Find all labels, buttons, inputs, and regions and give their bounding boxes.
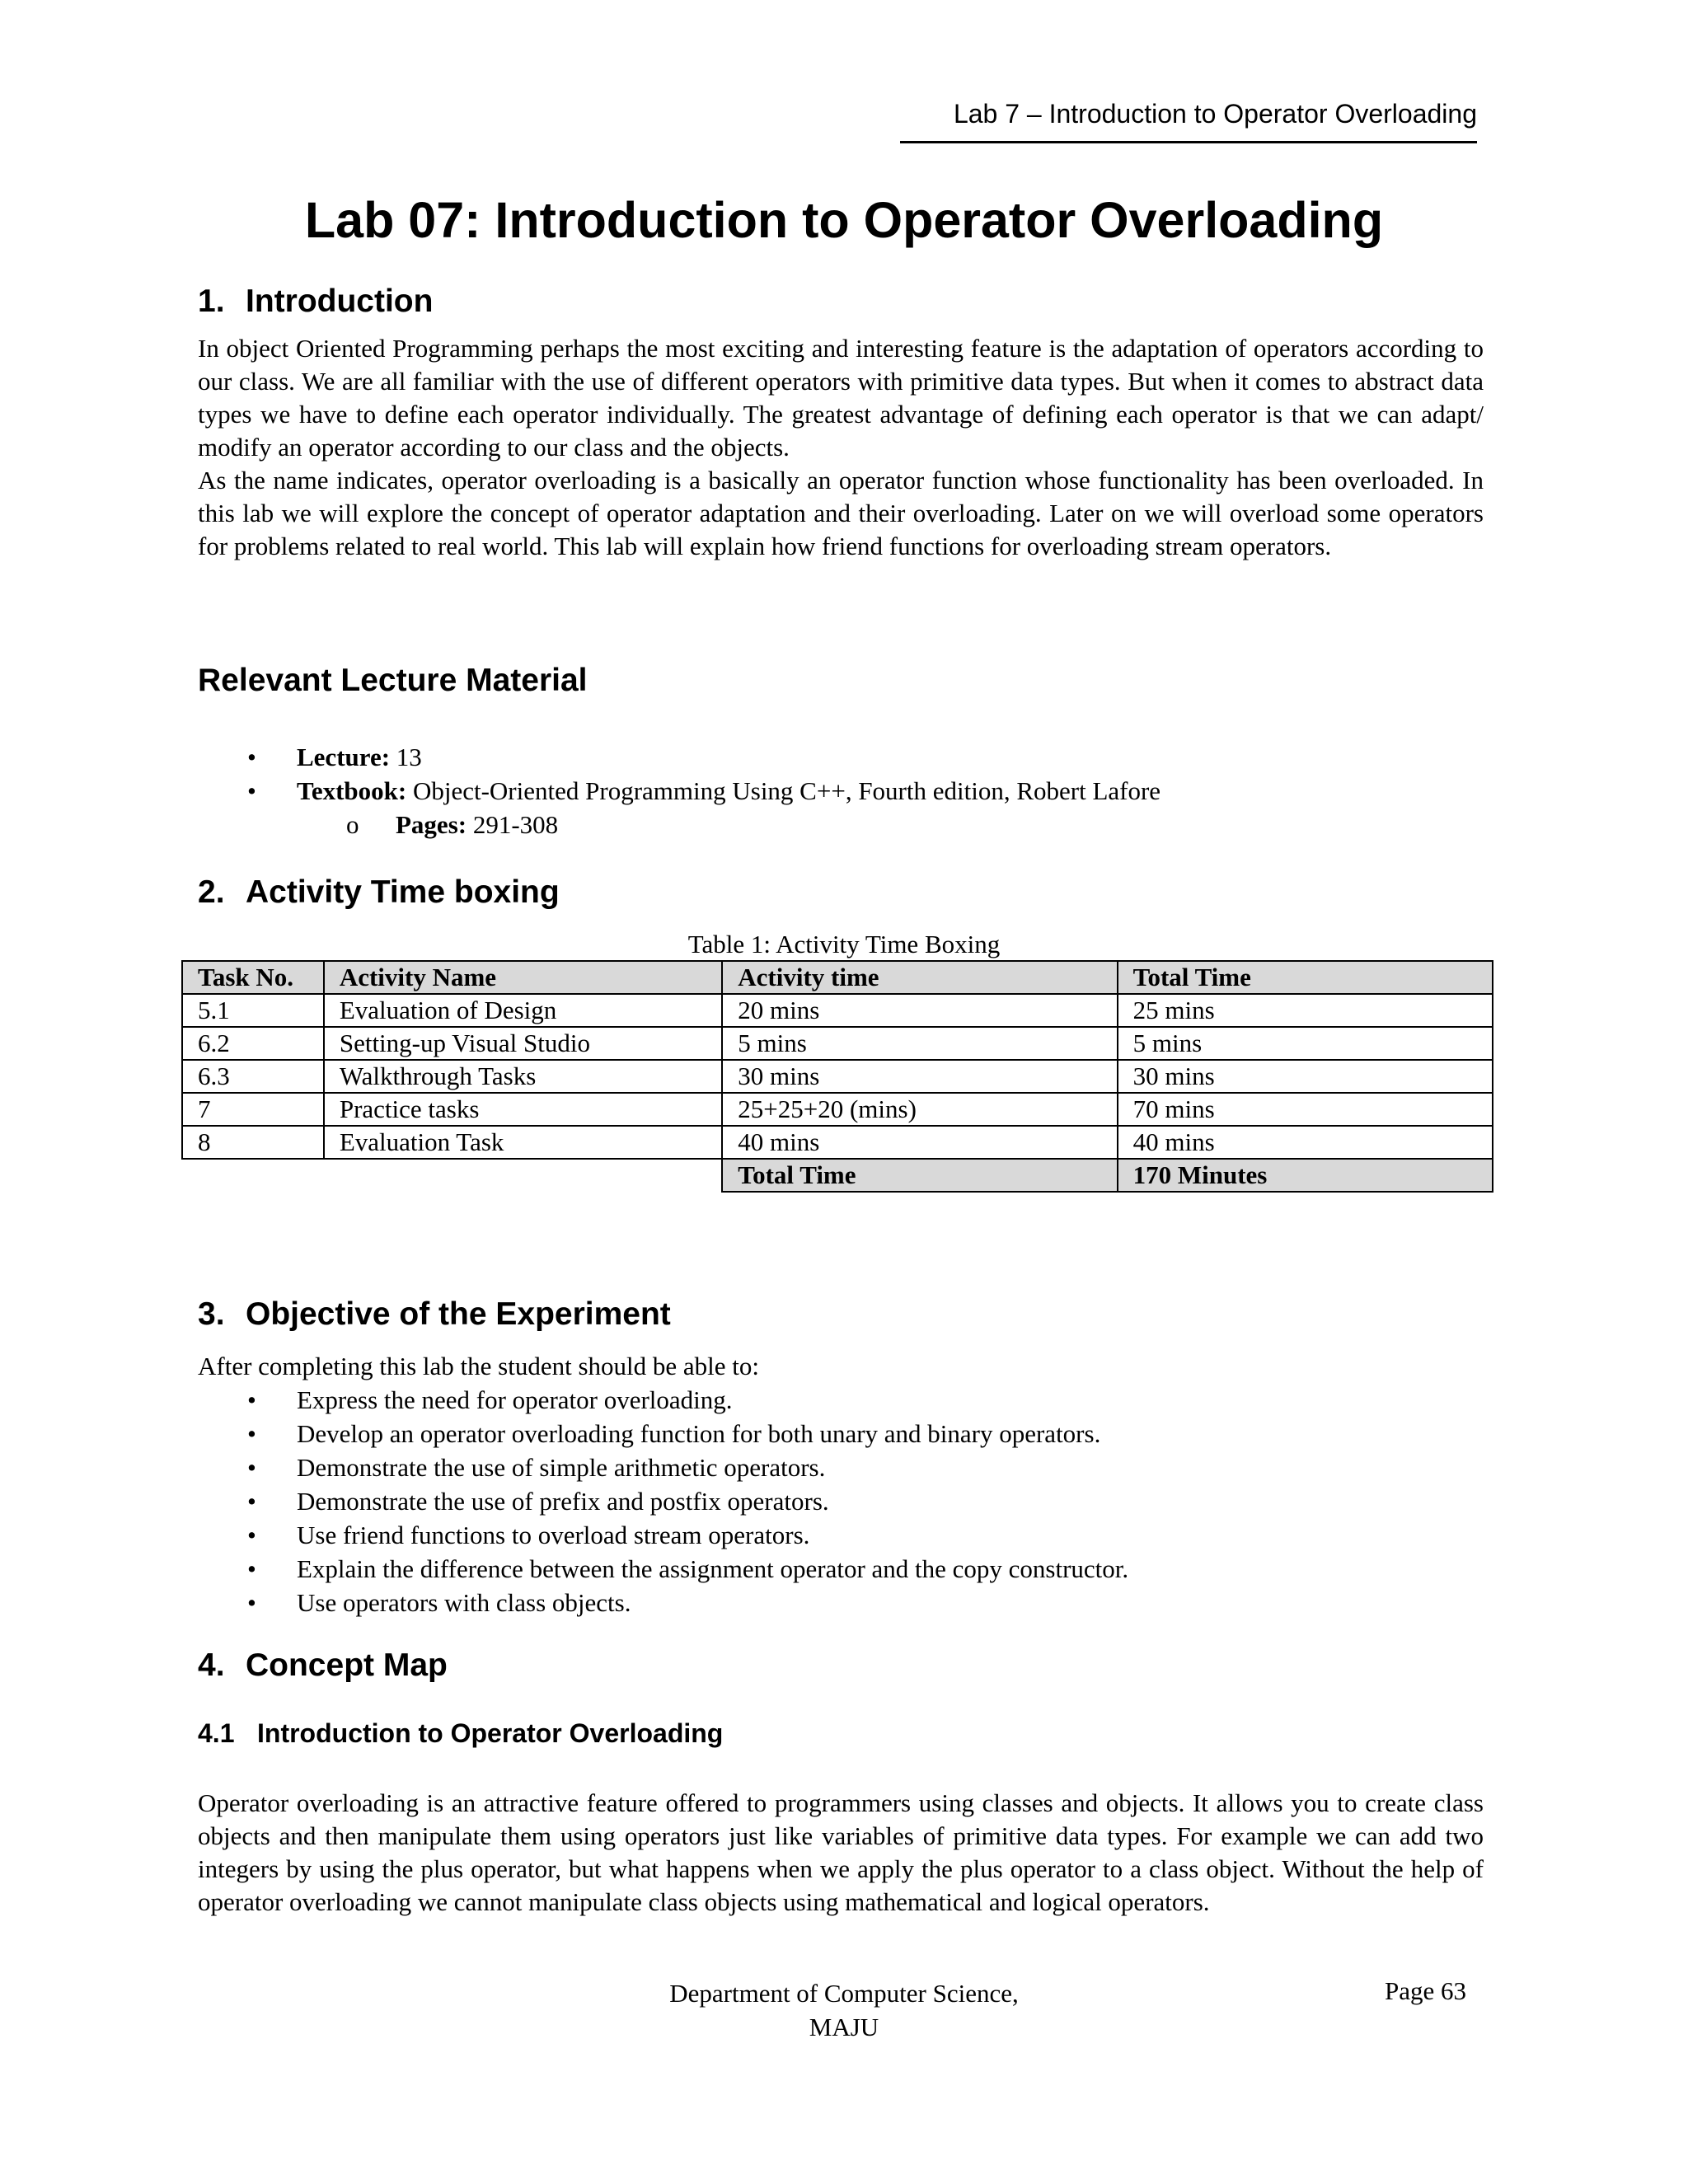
bullet-icon: • (247, 1588, 256, 1617)
running-header: Lab 7 – Introduction to Operator Overloading (900, 99, 1477, 143)
table-cell: 8 (182, 1126, 324, 1159)
table-row (182, 1027, 1493, 1060)
table-cell: Setting-up Visual Studio (324, 1027, 722, 1060)
list-item: • Use operators with class objects. (198, 1586, 1484, 1619)
introduction-body (198, 332, 1484, 563)
empty-cell (324, 1159, 722, 1192)
table-caption: Table 1: Activity Time Boxing (687, 930, 1001, 958)
empty-cell (182, 1159, 324, 1192)
subsection-number: 4.1 (198, 1718, 235, 1748)
total-label-cell: Total Time (722, 1159, 1117, 1192)
section-title: Activity Time boxing (246, 874, 560, 910)
list-item: • Express the need for operator overloading. (198, 1383, 1484, 1417)
table-cell: Evaluation Task (324, 1126, 722, 1159)
objective-intro: After completing this lab the student should be able to: (198, 1352, 760, 1380)
section-number: 4. (198, 1647, 225, 1683)
footer-department-line: MAJU (809, 2013, 879, 2041)
table-cell: 7 (182, 1093, 324, 1126)
section-number: 1. (198, 284, 225, 319)
table-cell: 70 mins (1118, 1093, 1493, 1126)
section-title: Objective of the Experiment (246, 1296, 671, 1332)
table-cell: 30 mins (1118, 1060, 1493, 1093)
concept-map-paragraph: Operator overloading is an attractive feature offered to programmers using classes and objects. It allows you to create class objects and then manipulate them using operators just like variables of primitive data types. For example we can add two integers by using the plus operator, but what happens when we apply the plus operator to a class object. Without the help of operator overloading we cannot manipulate class objects using mathematical and logical operators. (198, 1788, 1484, 1916)
objective-block (198, 1349, 1484, 1619)
table-row (182, 1093, 1493, 1126)
page-title: Lab 07: Introduction to Operator Overloading (304, 192, 1384, 248)
list-item: • Lecture: 13 (198, 740, 1484, 774)
table-total-row (182, 1159, 1493, 1192)
column-header: Activity Name (324, 961, 722, 994)
page-number: Page 63 (1385, 1976, 1467, 2005)
list-item: • Use friend functions to overload stream operators. (198, 1518, 1484, 1552)
section-number: 3. (198, 1296, 225, 1332)
table-cell: 20 mins (722, 994, 1117, 1027)
lecture-material-list (198, 740, 1484, 841)
list-item: • Textbook: Object-Oriented Programming Using C++, Fourth edition, Robert Lafore (198, 774, 1484, 808)
table-cell: 6.3 (182, 1060, 324, 1093)
table-cell: Walkthrough Tasks (324, 1060, 722, 1093)
section-title: Concept Map (246, 1647, 448, 1683)
section-heading-objective (198, 1296, 671, 1333)
introduction-paragraph: As the name indicates, operator overloading is a basically an operator function whose functionality has been overloaded. In this lab we will explore the concept of operator adaptation and their overloading. Later on we will overload some operators for problems related to real world. This lab will explain how friend functions for overloading stream operators. (198, 466, 1484, 560)
list-item: • Demonstrate the use of prefix and postfix operators. (198, 1484, 1484, 1518)
total-value-cell: 170 Minutes (1118, 1159, 1493, 1192)
sub-list-item: o Pages: 291-308 (198, 808, 1484, 841)
table-row (182, 994, 1493, 1027)
list-item: • Demonstrate the use of simple arithmetic operators. (198, 1451, 1484, 1484)
bullet-icon: • (247, 1385, 256, 1414)
section-heading-concept-map (198, 1647, 448, 1684)
section-heading-introduction (198, 284, 433, 320)
table-row (182, 1126, 1493, 1159)
table-cell: Practice tasks (324, 1093, 722, 1126)
bullet-icon: • (247, 1487, 256, 1516)
bullet-icon: • (247, 1521, 256, 1549)
activity-time-table (181, 960, 1493, 1193)
table-cell: 30 mins (722, 1060, 1117, 1093)
table-cell: 25 mins (1118, 994, 1493, 1027)
table-cell: 5 mins (722, 1027, 1117, 1060)
subsection-heading-operator-overloading (198, 1718, 723, 1749)
concept-map-body (198, 1787, 1484, 1919)
column-header: Total Time (1118, 961, 1493, 994)
table-cell: 5 mins (1118, 1027, 1493, 1060)
bullet-icon: • (247, 1419, 256, 1448)
footer-department-line: Department of Computer Science, (669, 1979, 1019, 2008)
section-heading-relevant-lecture-material: Relevant Lecture Material (198, 663, 588, 698)
table-cell: Evaluation of Design (324, 994, 722, 1027)
circle-bullet-icon: o (346, 810, 359, 839)
bullet-icon: • (247, 743, 256, 771)
introduction-paragraph: In object Oriented Programming perhaps the most exciting and interesting feature is the adaptation of operators according to our class. We are all familiar with the use of different operators with primitive data types. But when it comes to abstract data types we have to define each operator individually. The greatest advantage of defining each operator is that we can adapt/ modify an operator according to our class and the objects. (198, 334, 1484, 462)
table-cell: 5.1 (182, 994, 324, 1027)
bullet-icon: • (247, 776, 256, 805)
section-heading-activity-time-boxing (198, 874, 560, 911)
subsection-title: Introduction to Operator Overloading (257, 1718, 724, 1748)
table-header-row (182, 961, 1493, 994)
column-header: Activity time (722, 961, 1117, 994)
bullet-icon: • (247, 1453, 256, 1482)
section-number: 2. (198, 874, 225, 910)
bullet-icon: • (247, 1554, 256, 1583)
column-header: Task No. (182, 961, 324, 994)
table-cell: 6.2 (182, 1027, 324, 1060)
list-item: • Develop an operator overloading function for both unary and binary operators. (198, 1417, 1484, 1451)
table-cell: 40 mins (1118, 1126, 1493, 1159)
section-title: Introduction (246, 284, 434, 319)
table-cell: 25+25+20 (mins) (722, 1093, 1117, 1126)
table-cell: 40 mins (722, 1126, 1117, 1159)
list-item: • Explain the difference between the assignment operator and the copy constructor. (198, 1552, 1484, 1586)
table-row (182, 1060, 1493, 1093)
